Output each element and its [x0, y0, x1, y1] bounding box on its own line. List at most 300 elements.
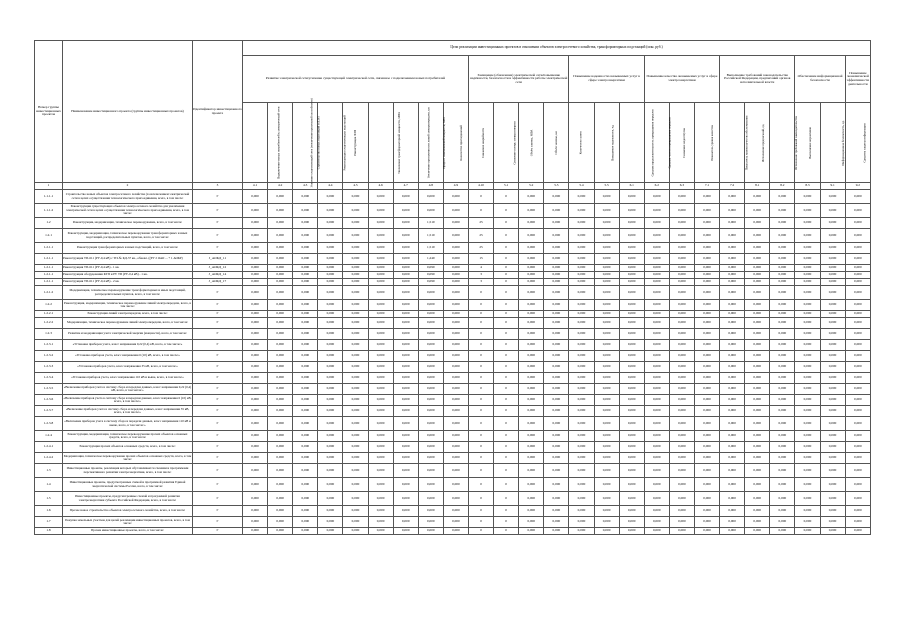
row-value: 0: [468, 204, 493, 218]
row-value: 0,000: [795, 254, 820, 265]
row-value: 0,000: [544, 340, 569, 351]
column-number: 2: [63, 183, 193, 190]
row-value: 0,000: [619, 492, 644, 506]
row-value: 0,000: [770, 362, 795, 373]
table-row: [35, 243, 871, 254]
row-project-id: J_АОКД_14: [193, 272, 243, 279]
row-value: 0,000: [519, 329, 544, 340]
row-project-name: Реконструкция, модернизация, техническое перевооружение, всего, в том числе:: [63, 218, 193, 229]
row-value: 0,000: [820, 300, 845, 311]
row-number: 1.2.1.1: [35, 272, 63, 279]
row-value: 0,000: [845, 254, 870, 265]
row-value: 0,000: [720, 384, 745, 395]
header-indicator: Количество присоединений: [443, 103, 468, 183]
row-value: 0,000: [519, 517, 544, 528]
row-value: 0,000: [845, 417, 870, 431]
row-value: 0,000: [268, 254, 293, 265]
table-row: [35, 453, 871, 464]
column-number: 9.1: [820, 183, 845, 190]
row-value: 0,000: [268, 329, 293, 340]
row-value: 0,000: [619, 453, 644, 464]
row-value: 0,000: [694, 384, 719, 395]
row-value: 0,000: [594, 272, 619, 279]
row-value: 0,000: [619, 229, 644, 243]
row-value: 0,000: [795, 340, 820, 351]
row-value: 0,000: [293, 229, 318, 243]
row-value: 0,000: [644, 506, 669, 517]
row-value: 0,000: [243, 311, 268, 318]
row-value: 0,000: [795, 229, 820, 243]
row-value: 0,000: [368, 431, 393, 442]
row-value: 0,000: [393, 351, 418, 362]
row-value: 0,000: [720, 478, 745, 492]
row-value: 0,000: [845, 279, 870, 286]
row-value: 0,000: [418, 395, 443, 406]
table-row: [35, 279, 871, 286]
row-value: 0,000: [770, 229, 795, 243]
row-value: 0,000: [669, 229, 694, 243]
row-value: 0,000: [745, 442, 770, 453]
row-project-name: Развитие и модернизация учета электрической энергии (мощности), всего, в том числе:: [63, 329, 193, 340]
row-value: 0,000: [820, 431, 845, 442]
row-value: 0,000: [644, 351, 669, 362]
row-value: 0,000: [293, 362, 318, 373]
row-value: 0,000: [745, 340, 770, 351]
column-number: 3: [193, 183, 243, 190]
row-value: 0,000: [393, 417, 418, 431]
row-project-name: Прочее новое строительство объектов электросетевого хозяйства, всего, в том числе:: [63, 506, 193, 517]
row-value: 0,000: [268, 340, 293, 351]
row-value: 0,000: [519, 229, 544, 243]
row-value: 0,000: [243, 406, 268, 417]
row-value: 0: [494, 229, 519, 243]
row-value: 0,000: [519, 492, 544, 506]
row-value: 0,000: [845, 406, 870, 417]
row-value: 0,000: [418, 286, 443, 300]
row-value: 0,000: [619, 204, 644, 218]
row-value: 0,000: [720, 517, 745, 528]
row-value: 0,000: [694, 204, 719, 218]
row-value: 0,000: [669, 311, 694, 318]
row-value: 0,000: [393, 362, 418, 373]
row-value: 0,000: [845, 243, 870, 254]
column-number: 8.1: [745, 183, 770, 190]
row-value: 0,000: [368, 286, 393, 300]
row-value: 0,000: [720, 243, 745, 254]
row-project-id: Г: [193, 311, 243, 318]
row-value: 0,000: [243, 442, 268, 453]
row-value: 0,000: [368, 229, 393, 243]
row-value: 0,000: [544, 229, 569, 243]
row-value: 0,090: [418, 265, 443, 272]
row-value: 0,000: [745, 453, 770, 464]
row-value: 0,000: [745, 431, 770, 442]
row-value: 0,000: [293, 453, 318, 464]
row-value: 0,000: [393, 318, 418, 329]
header-indicator: Средняя частота прекращения передачи: [644, 103, 669, 183]
row-number: 1.2: [35, 218, 63, 229]
row-value: 0,000: [544, 300, 569, 311]
row-project-name: Инвестиционные проекты, реализация которых обуславливается схемами и программами перспективного развития электроэнергетики, всего, в том числе:: [63, 464, 193, 478]
row-value: 0,000: [368, 279, 393, 286]
table-row: [35, 384, 871, 395]
row-value: 0,000: [318, 373, 343, 384]
row-value: 0,000: [720, 286, 745, 300]
row-value: 0,000: [594, 406, 619, 417]
row-value: 0,000: [820, 406, 845, 417]
row-value: 0,000: [544, 272, 569, 279]
row-value: 0,000: [644, 340, 669, 351]
row-value: 0,000: [243, 453, 268, 464]
row-value: 0,000: [569, 417, 594, 431]
row-project-name: Реконструкция, модернизация, техническое перевооружение линий электропередачи, всего, в том числе:: [63, 300, 193, 311]
row-value: 0,000: [745, 229, 770, 243]
row-value: 0,000: [293, 478, 318, 492]
row-value: 0,000: [669, 318, 694, 329]
row-value: 0,000: [368, 506, 393, 517]
row-value: 0,000: [343, 311, 368, 318]
row-number: 1.2.1.1: [35, 243, 63, 254]
row-value: 0,000: [569, 286, 594, 300]
row-value: 0,000: [619, 417, 644, 431]
row-value: 0,000: [845, 506, 870, 517]
row-value: 0,000: [820, 373, 845, 384]
row-value: 0,000: [745, 395, 770, 406]
header-goal-group: Повышение надежности оказываемых услуг в сфере электроэнергетики: [569, 56, 644, 103]
row-value: 0,000: [644, 492, 669, 506]
row-value: 0,000: [443, 204, 468, 218]
row-value: 0,000: [770, 329, 795, 340]
row-value: 0,000: [745, 272, 770, 279]
row-value: 0,000: [619, 478, 644, 492]
row-value: 0,000: [619, 528, 644, 535]
row-value: 0: [468, 362, 493, 373]
row-value: 0,000: [243, 272, 268, 279]
row-value: 0,000: [569, 300, 594, 311]
row-value: 0,000: [770, 517, 795, 528]
row-value: 0,000: [368, 243, 393, 254]
row-value: 0,000: [644, 464, 669, 478]
row-value: 0,000: [293, 506, 318, 517]
row-value: 0,000: [318, 351, 343, 362]
row-value: 0,000: [243, 492, 268, 506]
column-number: 7.1: [694, 183, 719, 190]
table-row: [35, 464, 871, 478]
row-value: 0,000: [770, 286, 795, 300]
row-project-id: Г: [193, 406, 243, 417]
row-value: 0,000: [770, 417, 795, 431]
row-value: 0,000: [569, 373, 594, 384]
row-value: 0,000: [243, 254, 268, 265]
row-value: 0,000: [745, 478, 770, 492]
header-indicator: Увеличение трансформаторной мощности, МВА: [368, 103, 393, 183]
row-value: 0,000: [770, 190, 795, 204]
row-project-name: Прочие инвестиционные проекты, всего, в том числе:: [63, 528, 193, 535]
column-number: 5.1: [494, 183, 519, 190]
row-value: 0: [468, 384, 493, 395]
row-value: 0,000: [343, 506, 368, 517]
row-value: 0,000: [443, 254, 468, 265]
row-value: 0: [494, 311, 519, 318]
row-value: 0,000: [694, 243, 719, 254]
row-value: 0,000: [268, 318, 293, 329]
column-number: 4.2: [268, 183, 293, 190]
row-value: 0,000: [519, 453, 544, 464]
row-value: 0,000: [368, 442, 393, 453]
row-number: 1.2.1.1: [35, 279, 63, 286]
row-value: 0,000: [820, 395, 845, 406]
row-value: 0: [468, 431, 493, 442]
row-value: 0,000: [418, 492, 443, 506]
row-value: 0,000: [318, 384, 343, 395]
row-value: 0,000: [343, 300, 368, 311]
row-value: 0,000: [720, 204, 745, 218]
row-value: 0,000: [795, 492, 820, 506]
row-value: 0,000: [268, 362, 293, 373]
row-value: 0,000: [669, 395, 694, 406]
row-value: 0,000: [443, 492, 468, 506]
row-value: 0: [468, 517, 493, 528]
row-value: 0: [494, 190, 519, 204]
row-value: 0,000: [795, 190, 820, 204]
row-value: 0,000: [770, 492, 795, 506]
row-value: 0,000: [243, 318, 268, 329]
row-value: 0,000: [544, 311, 569, 318]
row-value: 0,000: [293, 254, 318, 265]
row-value: 0,000: [795, 329, 820, 340]
row-value: 3: [468, 272, 493, 279]
row-value: 0: [494, 300, 519, 311]
row-project-name: Реконструкция ТП-611 (РУ-0,4 кВ) - 2 кв.: [63, 279, 193, 286]
row-value: 0,000: [820, 218, 845, 229]
row-value: 0,000: [694, 453, 719, 464]
row-value: 0,000: [770, 478, 795, 492]
row-value: 0,000: [343, 351, 368, 362]
row-value: 0: [468, 373, 493, 384]
row-project-id: Г: [193, 190, 243, 204]
row-value: 0,000: [594, 243, 619, 254]
row-value: 0,000: [443, 395, 468, 406]
row-value: 0,000: [293, 442, 318, 453]
row-value: 0,000: [644, 204, 669, 218]
row-value: 0: [494, 279, 519, 286]
row-value: 0,000: [820, 190, 845, 204]
row-value: 25: [468, 218, 493, 229]
table-row: [35, 492, 871, 506]
row-value: 0,000: [669, 218, 694, 229]
row-number: 1.2.3.5: [35, 384, 63, 395]
row-value: 0,000: [569, 218, 594, 229]
row-value: 0,000: [644, 478, 669, 492]
row-value: 0,000: [845, 218, 870, 229]
row-value: 0,000: [795, 478, 820, 492]
row-number: 1.2.2.1: [35, 311, 63, 318]
column-number: 8.3: [795, 183, 820, 190]
row-value: 0,000: [820, 453, 845, 464]
row-value: 1,240: [418, 254, 443, 265]
row-value: 0,000: [795, 218, 820, 229]
row-value: 0: [494, 492, 519, 506]
header-group-number: Номер группы инвестиционных проектов: [35, 41, 63, 183]
row-value: 0,000: [594, 190, 619, 204]
row-value: 0,000: [243, 517, 268, 528]
row-value: 0,000: [795, 373, 820, 384]
row-value: 0,000: [418, 373, 443, 384]
row-value: 0: [494, 517, 519, 528]
row-value: 0,000: [268, 229, 293, 243]
row-value: 0,000: [343, 318, 368, 329]
row-value: 0,000: [293, 243, 318, 254]
row-value: 0,000: [820, 384, 845, 395]
table-row: [35, 318, 871, 329]
row-value: 0,000: [418, 417, 443, 431]
row-value: 0,000: [795, 265, 820, 272]
row-value: 0,000: [293, 300, 318, 311]
row-value: 0,000: [795, 506, 820, 517]
row-value: 0,000: [569, 329, 594, 340]
row-value: 0,000: [243, 464, 268, 478]
row-value: 0,000: [619, 362, 644, 373]
row-value: 0,000: [795, 417, 820, 431]
table-row: [35, 442, 871, 453]
row-value: 0,000: [845, 528, 870, 535]
row-value: 0,000: [368, 272, 393, 279]
row-value: 0,000: [669, 373, 694, 384]
row-value: 0,000: [644, 279, 669, 286]
row-number: 1.1.1.1: [35, 190, 63, 204]
row-value: 0,000: [243, 190, 268, 204]
row-value: 0,000: [594, 229, 619, 243]
row-value: 0,000: [519, 318, 544, 329]
row-value: 0,000: [644, 384, 669, 395]
row-value: 0,000: [669, 243, 694, 254]
row-number: 1.2.4.2: [35, 453, 63, 464]
row-project-name: Реконструкция линий электропередачи, всего, в том числе:: [63, 311, 193, 318]
row-value: 0,000: [418, 204, 443, 218]
row-project-id: Г: [193, 329, 243, 340]
row-value: 0,000: [519, 528, 544, 535]
row-project-id: J_АОКД_12: [193, 265, 243, 272]
row-value: 0,000: [393, 506, 418, 517]
row-project-name: Модернизация, техническое перевооружение линий электропередачи, всего, в том числе:: [63, 318, 193, 329]
row-value: 0,000: [720, 329, 745, 340]
row-value: 0,000: [644, 300, 669, 311]
row-value: 0,000: [669, 478, 694, 492]
header-indicator: Объём замены, МВА: [519, 103, 544, 183]
row-value: 0,000: [644, 218, 669, 229]
row-value: 0,000: [845, 340, 870, 351]
row-value: 0,000: [343, 254, 368, 265]
row-value: 0,000: [393, 395, 418, 406]
row-value: 0,000: [243, 218, 268, 229]
row-project-id: Г: [193, 478, 243, 492]
row-value: 0,000: [594, 340, 619, 351]
row-value: 0,000: [694, 318, 719, 329]
row-value: 0,000: [243, 243, 268, 254]
row-value: 0,000: [243, 506, 268, 517]
row-project-id: Г: [193, 229, 243, 243]
table-row: [35, 340, 871, 351]
row-value: 0,000: [644, 318, 669, 329]
row-value: 0,000: [544, 286, 569, 300]
row-value: 0,000: [694, 464, 719, 478]
row-value: 0,000: [669, 286, 694, 300]
row-value: 0,000: [443, 384, 468, 395]
row-value: 0,000: [268, 406, 293, 417]
row-value: 0,000: [594, 492, 619, 506]
row-number: 1.7: [35, 517, 63, 528]
row-value: 0,000: [293, 272, 318, 279]
row-value: 0,000: [569, 431, 594, 442]
row-value: 0: [494, 478, 519, 492]
row-value: 0,000: [544, 453, 569, 464]
row-value: 0,000: [243, 478, 268, 492]
row-value: 0,000: [845, 311, 870, 318]
row-value: 0,000: [594, 218, 619, 229]
row-value: 0,000: [393, 453, 418, 464]
row-value: 0: [494, 286, 519, 300]
row-value: 0,000: [519, 351, 544, 362]
row-value: 0,000: [745, 300, 770, 311]
row-value: 0,000: [770, 384, 795, 395]
row-value: 0,000: [820, 506, 845, 517]
row-value: 0,000: [318, 453, 343, 464]
row-value: 0,000: [293, 340, 318, 351]
row-value: 0,000: [343, 406, 368, 417]
row-value: 0,000: [669, 254, 694, 265]
row-value: 0,000: [368, 384, 393, 395]
row-value: 0,000: [443, 406, 468, 417]
row-number: 1.3: [35, 464, 63, 478]
row-value: 0,000: [745, 318, 770, 329]
row-value: 0,000: [720, 453, 745, 464]
column-number: 4.7: [393, 183, 418, 190]
row-value: 0,000: [268, 453, 293, 464]
row-value: 0,000: [619, 506, 644, 517]
row-value: 0,000: [619, 442, 644, 453]
row-value: 0: [494, 373, 519, 384]
row-value: 0,000: [594, 318, 619, 329]
row-value: 0,000: [418, 340, 443, 351]
row-value: 0,000: [418, 464, 443, 478]
row-value: 0,000: [569, 243, 594, 254]
column-number: 4.8: [418, 183, 443, 190]
row-value: 4: [468, 265, 493, 272]
row-value: 0,000: [368, 478, 393, 492]
row-value: 0,000: [243, 279, 268, 286]
row-value: 0,000: [820, 351, 845, 362]
row-value: 0,000: [720, 229, 745, 243]
row-number: 1.8: [35, 528, 63, 535]
row-value: 0,000: [820, 329, 845, 340]
row-value: 0,000: [594, 351, 619, 362]
row-value: 0,000: [694, 478, 719, 492]
column-number: 5.3: [544, 183, 569, 190]
table-row: [35, 329, 871, 340]
row-value: 0: [468, 190, 493, 204]
row-value: 0,000: [368, 190, 393, 204]
row-project-id: Г: [193, 286, 243, 300]
row-value: 0,000: [293, 218, 318, 229]
table-row: [35, 272, 871, 279]
row-project-name: «Включение приборов учета в систему сбора и передачи данных, класс напряжения 110 кВ и выше, всего, в том числе:»: [63, 417, 193, 431]
header-indicator: Исполнение предписаний, ед.: [745, 103, 770, 183]
row-value: 0,000: [720, 442, 745, 453]
row-value: 0,000: [745, 406, 770, 417]
header-goal-group: Повышение качества оказываемых услуг в сфере электроэнергетики: [644, 56, 719, 103]
row-value: 0,000: [519, 204, 544, 218]
row-value: 0,000: [594, 373, 619, 384]
